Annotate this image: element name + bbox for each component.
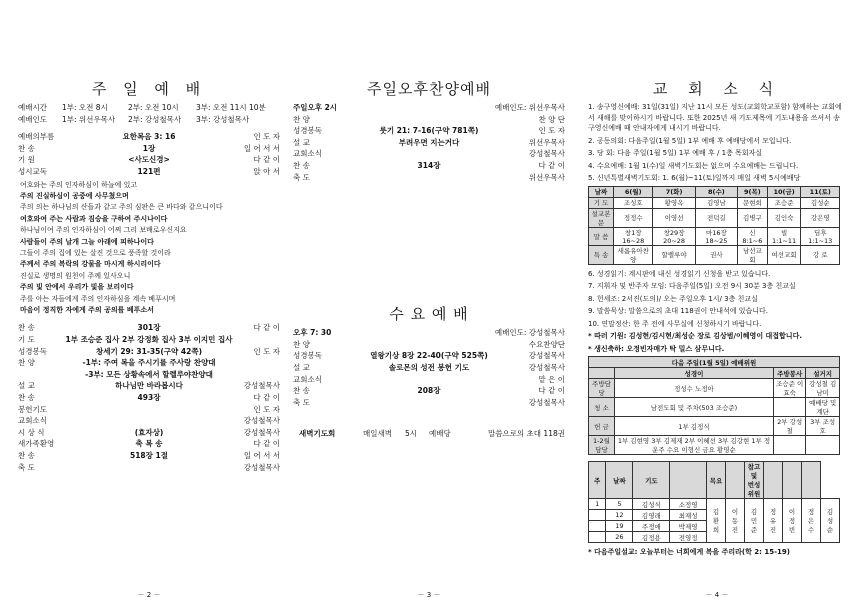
responsive-reading [20,180,280,317]
news-item: 10. 연말정산: 한 주 전에 사무실에 신청하시기 바랍니다. [588,319,762,328]
next-cell [806,436,840,455]
order-person: 찬 양 단 [538,114,565,124]
time-row [18,114,280,126]
order-person: 다 같 이 [253,439,280,449]
order-person: 강성철목사 [243,381,280,391]
news-items-2 [588,269,846,330]
order-content: 부려우면 지는거다 [398,137,460,147]
order-content: 요한복음 3: 16 [122,132,176,142]
time-b: 2부: 강성철목사 [128,114,182,124]
duty-head-cell: 주 [589,462,606,499]
sched-cell: 강 로 [801,245,840,264]
next-title: 다음 주일(1월 5일) 예배위원 [589,357,840,368]
order-content: 하나님만 바라봅시다 [115,381,183,391]
order-row [293,125,565,137]
news-item: 2. 공동의회: 다음주일(1월 5일) 1부 예배 후 예배당에서 모입니다. [588,136,792,145]
time-leader-2 [293,327,565,339]
duty-cell: 전영정 [670,532,707,543]
page-title: 주일오후찬양예배 [367,80,491,98]
order-person: 일 어 서 서 [243,143,280,153]
next-cell: 강성철 김남미 [806,379,840,398]
duty-cell: 26 [606,532,633,543]
duty-cell: 김정용 [633,532,670,543]
sched-cell: 이영선 [653,208,695,227]
order-content: -1부: 주여 복을 주시기를 주사랑 찬양대 [82,358,216,368]
duty-head-cell: 날짜 [606,462,633,499]
order-row [293,362,565,374]
next-col-row [589,368,840,379]
order-label: 축 도 [18,462,35,472]
order-row [18,450,280,462]
order-person: 위선우목사 [528,137,565,147]
next-cell: 3부 조성호 [806,417,840,436]
order-label: 기 도 [18,335,35,345]
order-content: 솔로몬의 성전 봉헌 기도 [388,362,470,372]
sched-cell: 특 송 [589,245,614,264]
order-content: 121편 [137,166,161,176]
sched-head-cell: 8(수) [695,186,737,197]
duty-head-cell: 참고 및 번성위원 [745,462,764,499]
duty-name: 김 민 준 [745,499,764,543]
news-item: 5. 신년특별새벽기도회: 1. 6(월)~11(토)일까지 매일 새벽 5시예배당 [588,174,801,182]
duty-cell: 5 [606,499,633,510]
duty-cell [589,521,606,532]
order-row [18,143,280,155]
dawn-prayer-schedule [588,186,840,265]
page-number: － 2 － [137,591,161,599]
duty-name: 김 환 희 [707,499,726,543]
order-label: 예배의부름 [18,132,55,142]
order-label: 찬 양 [18,358,35,368]
order-person: 강성철목사 [243,462,280,472]
order-label: 성시교독 [18,166,47,176]
order-label: 설 교 [18,381,35,391]
note: * 따러 기원: 김성현/김시현/최성순 장로 김상범/이혜영이 대접합니다. [588,332,802,340]
sched-cell: 황영옥 [653,197,695,208]
sched-row [589,208,840,227]
order-row [18,131,280,143]
next-col: 설거지 [806,368,840,379]
news-item: 3. 당 회: 다음 주일(1월 5일) 1부 예배 후 / 1층 목회자실 [588,149,763,157]
order-person: 강성철목사 [528,351,565,361]
order-label: 찬 양 [293,339,310,349]
order-person: 인 도 자 [538,126,565,136]
next-cell: 주방담당 [589,379,615,398]
verse-line: 주의 의는 하나님의 산들과 같고 주의 심판은 큰 바다와 같으니이다 [20,203,223,212]
sched-head-cell: 7(화) [653,186,695,197]
duty-header [589,462,840,499]
next-col: 주방봉사 [774,368,806,379]
next-cell: 예배당 및 계단 [806,398,840,417]
order-label: 설 교 [293,137,310,147]
next-cell: 헌 금 [589,417,615,436]
order-label: 교회소식 [18,416,47,426]
duty-name: 이 동 진 [726,499,745,543]
verse-line: 하나님이여 주의 인자하심이 어찌 그리 보배로우신지요 [20,226,187,235]
order-label: 성경봉독 [293,351,322,361]
next-row [589,417,840,436]
next-row [589,398,840,417]
order-content: 축 복 송 [135,439,163,449]
time-b: 2부: 오전 10시 [128,103,179,112]
next-cell: 1부 김현영 3부 김제재 2부 이혜선 3부 김강현 1부 정운주 수요 이형신 금요 황영순 [614,436,773,455]
order-person: 위선우목사 [528,172,565,182]
order-row [293,137,565,149]
order-content: 301장 [137,323,161,333]
verse-line: 사람들이 주의 날개 그늘 아래에 피하나이다 [20,237,154,246]
church-news-column [588,0,846,608]
order-person: 강성철목사 [243,416,280,426]
verse-line: 그들이 주의 집에 있는 살진 것으로 풍족할 것이라 [20,249,171,257]
dawn-a: 매일새벽 [363,429,392,439]
order-person: 강성철목사 [243,427,280,437]
sched-cell: 조성호 [614,197,653,208]
time-label: 예배시간 [18,103,47,112]
duty-table [588,461,840,543]
next-cell: 2부 강성철 [774,417,806,436]
news-item: 1. 송구영신예배: 31일(31일) 지난 11시 모든 성도(교회학교포함) 함께하는 교회에서 새해를 맞이하시기 바랍니다. 또한 2025년 새 기도제목에 기도내용을 쓰셔서 송구영신예배 때 안내자에게 내시기 바랍니다. [588,103,842,132]
order-content: (효자상) [134,427,164,437]
order-label: 축 도 [293,172,310,182]
verse-line: 여호와여 주는 사람과 짐승을 구하여 주시나이다 [20,214,168,223]
verse-line: 여호와는 주의 인자하심이 하늘에 있고 [20,180,138,189]
next-cell [774,398,806,417]
next-col: 성경이 [614,368,773,379]
order-row [18,154,280,166]
next-cell: 1부 김정식 [614,417,773,436]
order-row [293,397,565,409]
duty-cell: 김영래 [633,510,670,521]
order-content: <사도신경> [128,155,170,165]
notes [588,331,846,354]
order-label: 성경봉독 [18,346,47,356]
sched-cell: 조승준 [767,197,801,208]
news-item: 7. 지휘자 및 반주자 모임: 다음주일(5일) 오전 9시 30분 3층 친교실 [588,282,796,290]
next-row [589,379,840,398]
order-person: 다 같 이 [253,323,280,333]
sched-cell: 강은영 [801,208,840,227]
sched-cell: 김성순 [801,197,840,208]
time: 오후 7: 30 [293,328,332,338]
duty-cell: 최재성 [670,510,707,521]
verse-line: 주의 빛 안에서 우리가 빛을 보리이다 [20,283,134,292]
next-sermon: * 다음주일설교: 오늘부터는 너희에게 복을 주리라(학 2: 15-19) [588,548,790,556]
order-person: 다 같 이 [538,160,565,170]
duty-name: 정 은 수 [802,499,821,543]
page-number: － 4 － [705,591,729,599]
duty-head-cell [783,462,802,499]
next-row [589,436,840,455]
order-person: 인 도 자 [253,404,280,414]
sched-cell: 김영남 [695,197,737,208]
sched-row [589,245,840,264]
order-row [293,114,565,126]
order-label: 찬 송 [18,323,35,333]
time-a: 1부: 위선우목사 [62,114,116,124]
news-item: 6. 성경읽기: 계시판에 내신 성경읽기 신청을 받고 있습니다. [588,269,771,278]
verse-line: 주께서 주의 복락의 강물을 마시게 하시리이다 [20,260,161,269]
order-label: 찬 양 [293,114,310,124]
order-row [18,462,280,474]
order-row [293,172,565,184]
order-row [293,339,565,351]
order-row [18,392,280,404]
order-row [293,385,565,397]
sched-row [589,197,840,208]
time-c: 3부: 오전 11시 10분 [196,103,266,112]
page-number: － 3 － [417,591,441,599]
leader: 예배인도: 강성철목사 [494,328,565,338]
order-content: 518장 1절 [130,450,168,460]
sched-cell: 기 도 [589,197,614,208]
order-person: 다 같 이 [538,386,565,396]
order-content: 룻기 21: 7-16(구약 781쪽) [379,126,479,136]
duty-cell [589,510,606,521]
sched-head-cell: 9(목) [738,186,768,197]
order-row [18,404,280,416]
duty-head-cell [670,462,707,499]
order-row [18,334,280,346]
sched-cell: 문현희 [738,197,768,208]
duty-cell: 주정애 [633,521,670,532]
sched-cell: 남선교회 [738,245,768,264]
sched-cell: 신8:1~6 [738,227,768,245]
order-content: 창세기 29: 31-35(구약 42쪽) [95,346,203,356]
order-person: 앉 아 서 [253,166,280,176]
page-title: 주 일 예 배 [91,80,207,98]
order-row [18,357,280,369]
news-item: 9. 말씀묵상: 말씀으로의 초대 118권이 안내석에 있습니다. [588,307,768,315]
sched-cell: 새롬유아찬양 [614,245,653,264]
worship-times [18,102,280,125]
next-cell: 1-2월담당 [589,436,615,455]
verse-line: 진실로 생명의 원천이 주께 있사오니 [20,271,131,280]
duty-row [589,499,840,510]
next-cell: 청 소 [589,398,615,417]
time-label: 예배인도 [18,114,47,124]
news-item: 4. 수요예배: 1월 1(수)일 새벽기도회는 없으며 수요예배는 드립니다. [588,161,799,170]
order-label: 찬 송 [293,386,310,396]
leader: 예배인도: 위선우목사 [494,103,565,112]
news-items [588,102,846,184]
order-person: 맡 은 이 [538,374,565,384]
sched-cell: 딤후1:1~13 [801,227,840,245]
order-of-worship [18,131,280,177]
order-label: 기 원 [18,155,35,165]
order-label: 봉헌기도 [18,404,47,414]
order-label: 찬 송 [293,160,310,170]
sunday-worship-column [18,0,280,608]
order-label: 찬 송 [18,143,35,153]
order-row [18,438,280,450]
order-person: 다 같 이 [253,155,280,165]
verse-line: 주를 아는 자들에게 주의 인자하심을 계속 베푸시며 [20,294,176,303]
next-title-row [589,357,840,368]
order-row [18,380,280,392]
wednesday-order [293,339,565,409]
order-content: 열왕기상 8장 22-40(구약 525쪽) [370,351,488,361]
sched-cell: 정정수 [614,208,653,227]
time-row [18,102,280,114]
time-c: 3부: 강성철목사 [196,114,250,124]
sched-cell: 창29장20~28 [653,227,695,245]
next-cell: 정성수 노정아 [614,379,773,398]
sched-row [589,227,840,245]
order-person: 강성철목사 [528,362,565,372]
next-cell: 조승준 이효숙 [774,379,806,398]
verse-line: 마음이 정직한 자에게 주의 공의를 베푸소서 [20,306,154,315]
order-row [293,374,565,386]
duty-cell [589,532,606,543]
sched-cell: 설교본문 [589,208,614,227]
order-content: 493장 [137,393,161,402]
duty-cell: 19 [606,521,633,532]
verse-line: 주의 진실하심이 공중에 사무쳤으며 [20,191,129,200]
note: * 생신축하: 오정빈자매가 탁 밀스 삼무니다. [588,344,725,353]
order-label: 교회소식 [293,149,322,159]
order-person: 인 도 자 [253,346,280,356]
sched-cell: 마16장18~25 [695,227,737,245]
order-content: 1부 조승준 집사 2부 강정화 집사 3부 이지민 집사 [65,335,233,345]
sched-header [589,186,840,197]
duty-cell: 김성식 [633,499,670,510]
order-label: 새가족환영 [18,439,55,449]
duty-head-cell [802,462,821,499]
order-label: 축 도 [293,397,310,407]
order-content: 1장 [142,143,156,153]
afternoon-worship-column [293,0,565,608]
sched-cell: 김병구 [738,208,768,227]
order-row [293,160,565,172]
sched-head-cell: 11(토) [801,186,840,197]
duty-head-cell [764,462,783,499]
time-leader [293,102,565,114]
duty-cell: 12 [606,510,633,521]
order-row [293,350,565,362]
order-person: 다 같 이 [253,393,280,402]
time-a: 1부: 오전 8시 [62,103,108,112]
duty-name: 정 유 진 [764,499,783,543]
time: 주일오후 2시 [293,103,338,112]
sched-head-cell: 6(월) [614,186,653,197]
order-label: 시 상 식 [18,427,45,437]
next-cell [774,436,806,455]
sched-cell: 할렐루야 [653,245,695,264]
duty-head-cell: 목요 [707,462,726,499]
order-row [293,148,565,160]
duty-cell: 1 [589,499,606,510]
order-row [18,369,280,381]
order-row [18,346,280,358]
duty-name: 김 성 순 [821,499,840,543]
sched-head-cell: 날짜 [589,186,614,197]
dawn-b: 5시 [405,429,418,439]
order-person: 수요찬양단 [528,339,565,349]
dawn-label: 새벽기도회 [299,429,336,439]
duty-cell: 박제영 [670,521,707,532]
order-row [18,427,280,439]
afternoon-order [293,114,565,184]
next-col [589,368,615,379]
dawn-prayer [293,428,565,440]
page-title: 교 회 소 식 [652,80,782,98]
duty-cell: 소정영 [670,499,707,510]
order-label: 성경봉독 [293,126,322,136]
news-item: 8. 헌세조: 2서진(도의)/ 오는 주일오후 1시/ 3층 친교실 [588,294,758,303]
order-content: -3부: 모든 상황속에서 할렐루야찬양대 [85,369,213,379]
order-label: 찬 송 [18,450,35,460]
sched-cell: 전덕길 [695,208,737,227]
sched-cell: 여선교회 [767,245,801,264]
sched-cell: 빌1:1~11 [767,227,801,245]
duty-head-cell [726,462,745,499]
dawn-c: 예배당 [429,429,451,439]
order-person: 일 어 서 서 [243,450,280,460]
order-label: 설 교 [293,362,310,372]
wednesday-title: 수 요 예 배 [389,305,469,324]
next-week-table [588,356,840,455]
order-content: 208장 [417,386,441,396]
sched-head-cell: 10(금) [767,186,801,197]
order-person: 강성철목사 [528,149,565,159]
order-content: 314장 [417,160,441,170]
order-person: 강성철목사 [528,397,565,407]
order-row [18,166,280,178]
sched-cell: 권사 [695,245,737,264]
sched-cell: 김인숙 [767,208,801,227]
dawn-d: 말씀으로의 초대 118권 [487,429,565,439]
order-person: 인 도 자 [253,132,280,142]
next-cell: 남전도회 및 주차(503 조승준) [614,398,773,417]
duty-name: 이 정 빈 [783,499,802,543]
sched-cell: 창1장16~28 [614,227,653,245]
duty-head-cell: 기도 [633,462,670,499]
order-of-worship-2 [18,322,280,473]
sched-cell: 말 씀 [589,227,614,245]
order-row [18,415,280,427]
order-label: 찬 송 [18,393,35,402]
order-row [18,322,280,334]
order-label: 교회소식 [293,374,322,384]
